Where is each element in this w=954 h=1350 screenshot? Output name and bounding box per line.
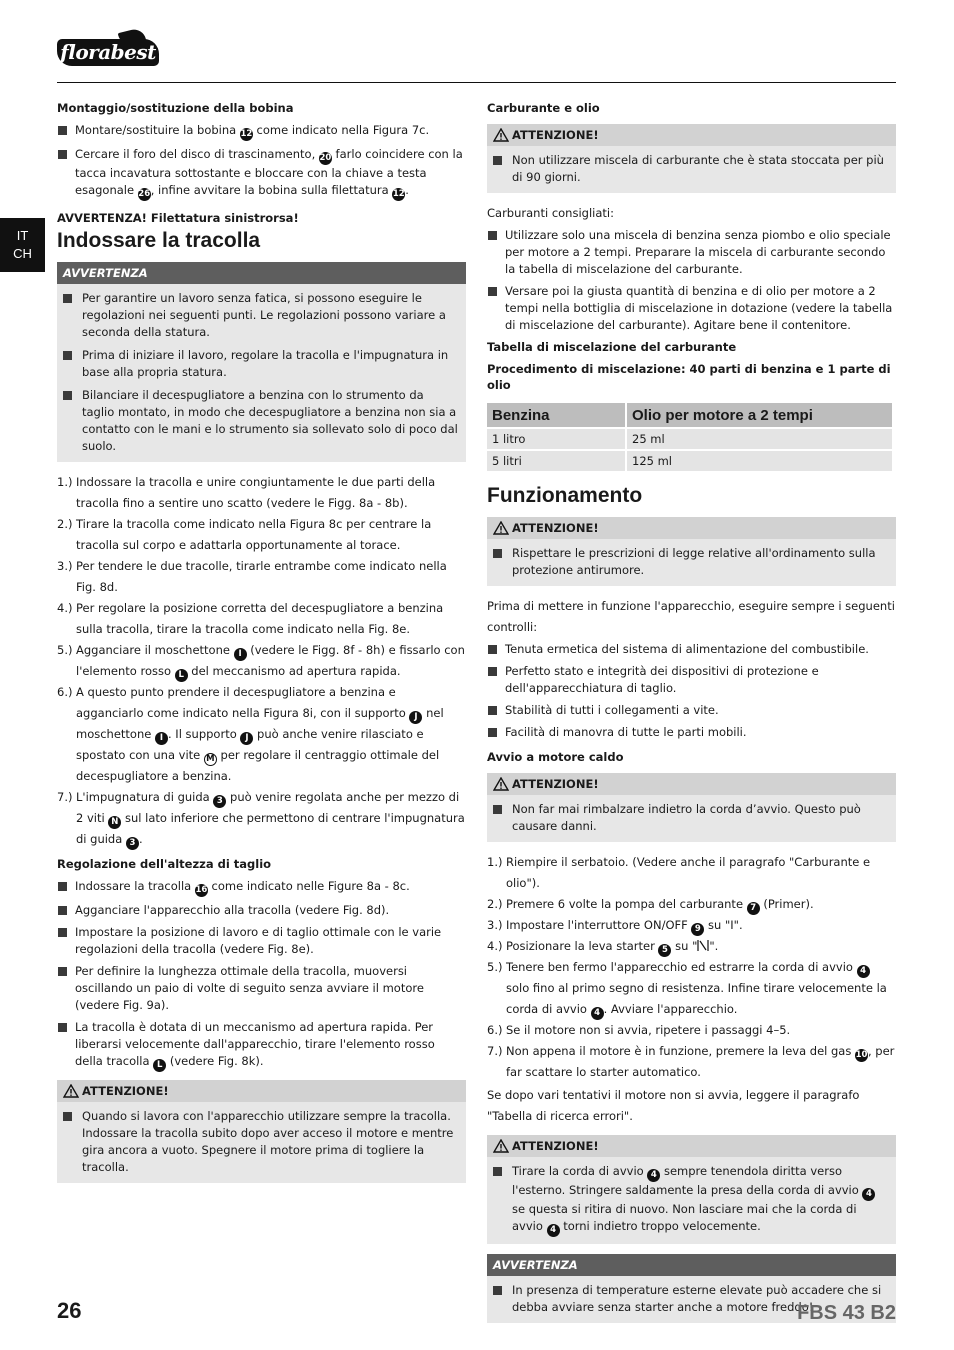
ref-5-icon: 5 xyxy=(658,944,671,957)
list-item: Facilità di manovra di tutte le parti mobili. xyxy=(487,724,896,741)
heading-carburante: Carburante e olio xyxy=(487,101,600,115)
ref-3-icon: 3 xyxy=(126,837,139,850)
warning-triangle-icon xyxy=(493,777,509,791)
table-header-row xyxy=(487,403,892,427)
list-item: Quando si lavora con l'apparecchio utilizzare sempre la tracolla. Indossare la tracolla subito dopo aver acceso il motore e mentre gira ancora a vuoto. Spegnere il motore prima di togliere la tracolla. xyxy=(63,1108,458,1176)
step: 2.) Tirare la tracolla come indicato nella Figura 8c per centrare la tracolla sul corpo e adattarla opportunamente al torace. xyxy=(57,517,432,552)
step: 3.) Impostare l'interruttore ON/OFF 9 su "I". xyxy=(487,918,743,934)
ref-4-icon: 4 xyxy=(857,965,870,978)
warning-left-thread: AVVERTENZA! Filettatura sinistrorsa! xyxy=(57,211,299,225)
step: 7.) L'impugnatura di guida 3 può venire regolata anche per mezzo di 2 viti N sul lato inferiore che permettono di centrare l'impugnatura di guida 3 . xyxy=(57,790,465,848)
paragraph: Carburanti consigliati: xyxy=(487,206,614,220)
model-name: FBS 43 B2 xyxy=(797,1302,896,1324)
list-item: Montare/sostituire la bobina 12 come indicato nella Figura 7c. xyxy=(57,122,466,141)
ref-J-icon: J xyxy=(240,732,253,745)
list-item: Prima di iniziare il lavoro, regolare la tracolla e l'impugnatura in base alla propria statura. xyxy=(63,347,458,381)
list-item: Utilizzare solo una miscela di benzina senza piombo e olio speciale per motore a 2 tempi. Preparare la miscela di carburante secondo la tabella di miscelazione del carburante. xyxy=(487,227,896,278)
list-item: Perfetto stato e integrità dei dispositivi di protezione e dell'apparecchiatura di taglio. xyxy=(487,663,896,697)
list-item: Agganciare l'apparecchio alla tracolla (vedere Fig. 8d). xyxy=(57,902,466,919)
column-header: Olio per motore a 2 tempi xyxy=(627,403,892,427)
step: 7.) Non appena il motore è in funzione, premere la leva del gas 10, per far scattare lo starter automatico. xyxy=(487,1044,895,1079)
step: 2.) Premere 6 volte la pompa del carburante 7 (Primer). xyxy=(487,897,814,913)
list-item: La tracolla è dotata di un meccanismo ad apertura rapida. Per liberarsi velocemente dall'apparecchio, tirare l'elemento rosso della tracolla L (vedere Fig. 8k). xyxy=(57,1019,466,1072)
list-item: In presenza di temperature esterne elevate può accadere che si debba avviare senza starter anche a motore freddo! xyxy=(493,1282,888,1316)
step: 4.) Posizionare la leva starter 5 su " ". xyxy=(487,939,719,955)
lang-it: IT xyxy=(16,228,29,243)
ref-26-icon: 26 xyxy=(138,189,151,199)
fuel-mix-table xyxy=(485,401,894,473)
heading-bobina: Montaggio/sostituzione della bobina xyxy=(57,101,294,115)
list-item: Versare poi la giusta quantità di benzina e di olio per motore a 2 tempi nella bottiglia di miscelazione in dotazione (vedere la tabella di miscelazione del carburante). Agitare bene il contenitore. xyxy=(487,283,896,334)
column-header: Benzina xyxy=(487,403,625,427)
ref-4-icon: 4 xyxy=(547,1224,560,1237)
ref-I-icon: I xyxy=(155,732,168,745)
warning-triangle-icon xyxy=(493,521,509,535)
ref-7-icon: 7 xyxy=(747,902,760,915)
heading-avvio: Avvio a motore caldo xyxy=(487,750,624,764)
attenzione-box xyxy=(487,773,896,842)
heading-tracolla: Indossare la tracolla xyxy=(57,229,261,252)
table-cell: 125 ml xyxy=(627,451,892,471)
step: 6.) A questo punto prendere il decespugliatore a benzina e agganciarlo come indicato nella Figura 8i, con il supporto J nel moschettone I . Il supporto J può anche venire rilasciato e spostato con una vite M per regolare il centraggio ottimale del decespugliatore a benzina. xyxy=(57,685,444,783)
lang-ch: CH xyxy=(13,246,32,261)
language-tab xyxy=(0,218,45,272)
list-item: Non utilizzare miscela di carburante che è stata stoccata per più di 90 giorni. xyxy=(493,152,888,186)
left-column xyxy=(57,100,466,1193)
ref-4-icon: 4 xyxy=(862,1188,875,1201)
box-title: ATTENZIONE! xyxy=(487,773,896,795)
ref-4-icon: 4 xyxy=(647,1169,660,1182)
box-title: AVVERTENZA xyxy=(487,1254,896,1276)
florabest-logo xyxy=(57,30,159,68)
attenzione-box xyxy=(487,124,896,193)
box-title: ATTENZIONE! xyxy=(487,124,896,146)
ref-20-icon: 20 xyxy=(319,153,332,163)
ref-L-icon: L xyxy=(175,669,188,682)
heading-procedimento: Procedimento di miscelazione: 40 parti di benzina e 1 parte di olio xyxy=(487,362,891,392)
brand-name: florabest xyxy=(57,39,159,66)
ref-3-icon: 3 xyxy=(213,795,226,808)
heading-altezza: Regolazione dell'altezza di taglio xyxy=(57,857,272,871)
list-item: Cercare il foro del disco di trascinamento, 20 farlo coincidere con la tacca incavatura sottostante e bloccare con la chiave a testa esagonale 26, infine avvitare la bobina sulla filettatura 12. xyxy=(57,146,466,201)
table-cell: 1 litro xyxy=(487,429,625,449)
ref-M-icon: M xyxy=(204,753,217,766)
list-item: Non far mai rimbalzare indietro la corda d’avvio. Questo può causare danni. xyxy=(493,801,888,835)
box-title: AVVERTENZA xyxy=(57,262,466,284)
attenzione-box xyxy=(487,517,896,586)
step: 5.) Agganciare il moschettone I (vedere le Figg. 8f - 8h) e fissarlo con l'elemento rosso L del meccanismo ad apertura rapida. xyxy=(57,643,465,680)
paragraph: Se dopo vari tentativi il motore non si avvia, leggere il paragrafo "Tabella di ricerca errori". xyxy=(487,1088,860,1123)
avvertenza-box xyxy=(57,262,466,462)
page-number: 26 xyxy=(57,1298,82,1323)
ref-I-icon: I xyxy=(234,648,247,661)
list-item: Indossare la tracolla 16 come indicato nelle Figure 8a - 8c. xyxy=(57,878,466,897)
step: 4.) Per regolare la posizione corretta del decespugliatore a benzina sulla tracolla, tirare la tracolla come indicato nella Fig. 8e. xyxy=(57,601,444,636)
ref-16-icon: 16 xyxy=(195,885,208,895)
table-cell: 25 ml xyxy=(627,429,892,449)
ref-12-icon: 12 xyxy=(392,189,405,199)
list-item: Impostare la posizione di lavoro e di taglio ottimale con le varie regolazioni della tracolla (vedere Fig. 8e). xyxy=(57,924,466,958)
list-item: Per garantire un lavoro senza fatica, si possono eseguire le regolazioni nei seguenti punti. Le regolazioni possono variare a seconda della statura. xyxy=(63,290,458,341)
step: 6.) Se il motore non si avvia, ripetere i passaggi 4–5. xyxy=(487,1023,791,1037)
box-title: ATTENZIONE! xyxy=(487,517,896,539)
list-item: Tirare la corda di avvio 4 sempre tenendola diritta verso l'esterno. Stringere saldamente la presa della corda di avvio 4 se questa si ritira di nuovo. Non lasciare mai che la corda di avvio 4 torni indietro troppo velocemente. xyxy=(493,1163,888,1237)
ref-12-icon: 12 xyxy=(240,129,253,139)
list-item: Tenuta ermetica del sistema di alimentazione del combustibile. xyxy=(487,641,896,658)
list-item: Rispettare le prescrizioni di legge relative all'ordinamento sulla protezione antirumore. xyxy=(493,545,888,579)
step: 3.) Per tendere le due tracolle, tirarle entrambe come indicato nella Fig. 8d. xyxy=(57,559,447,594)
step: 5.) Tenere ben fermo l'apparecchio ed estrarre la corda di avvio 4 solo fino al primo segno di resistenza. Infine tirare velocemente la corda di avvio 4 . Avviare l'apparecchio. xyxy=(487,960,887,1018)
ref-N-icon: N xyxy=(108,816,121,829)
table-row xyxy=(487,451,892,471)
list-item: Bilanciare il decespugliatore a benzina con lo strumento da taglio montato, in modo che decespugliatore a benzina non sia a contatto con le mani e lo strumento sia sollevato solo di poco dal suolo. xyxy=(63,387,458,455)
box-title: ATTENZIONE! xyxy=(487,1135,896,1157)
box-title: ATTENZIONE! xyxy=(57,1080,466,1102)
ref-10-icon: 10 xyxy=(855,1050,868,1060)
warning-triangle-icon xyxy=(63,1084,79,1098)
heading-funzionamento: Funzionamento xyxy=(487,484,643,507)
warning-triangle-icon xyxy=(493,1139,509,1153)
ref-J-icon: J xyxy=(409,711,422,724)
warning-triangle-icon xyxy=(493,128,509,142)
choke-lever-icon xyxy=(697,939,709,952)
ref-9-icon: 9 xyxy=(691,923,704,936)
table-row xyxy=(487,429,892,449)
step: 1.) Indossare la tracolla e unire congiuntamente le due parti della tracolla fino a sentire uno scatto (vedere le Figg. 8a - 8b). xyxy=(57,475,436,510)
header-rule xyxy=(57,82,896,83)
table-cell: 5 litri xyxy=(487,451,625,471)
attenzione-box xyxy=(487,1135,896,1244)
right-column xyxy=(487,100,896,1333)
step: 1.) Riempire il serbatoio. (Vedere anche il paragrafo "Carburante e olio"). xyxy=(487,855,871,890)
attenzione-box xyxy=(57,1080,466,1183)
ref-L-icon: L xyxy=(153,1059,166,1072)
ref-4-icon: 4 xyxy=(591,1007,604,1020)
heading-tabella: Tabella di miscelazione del carburante xyxy=(487,340,737,354)
list-item: Stabilità di tutti i collegamenti a vite. xyxy=(487,702,896,719)
paragraph: Prima di mettere in funzione l'apparecchio, eseguire sempre i seguenti controlli: xyxy=(487,599,895,634)
list-item: Per definire la lunghezza ottimale della tracolla, muoversi oscillando un paio di volte di seguito senza avviare il motore (vedere Fig. 9a). xyxy=(57,963,466,1014)
